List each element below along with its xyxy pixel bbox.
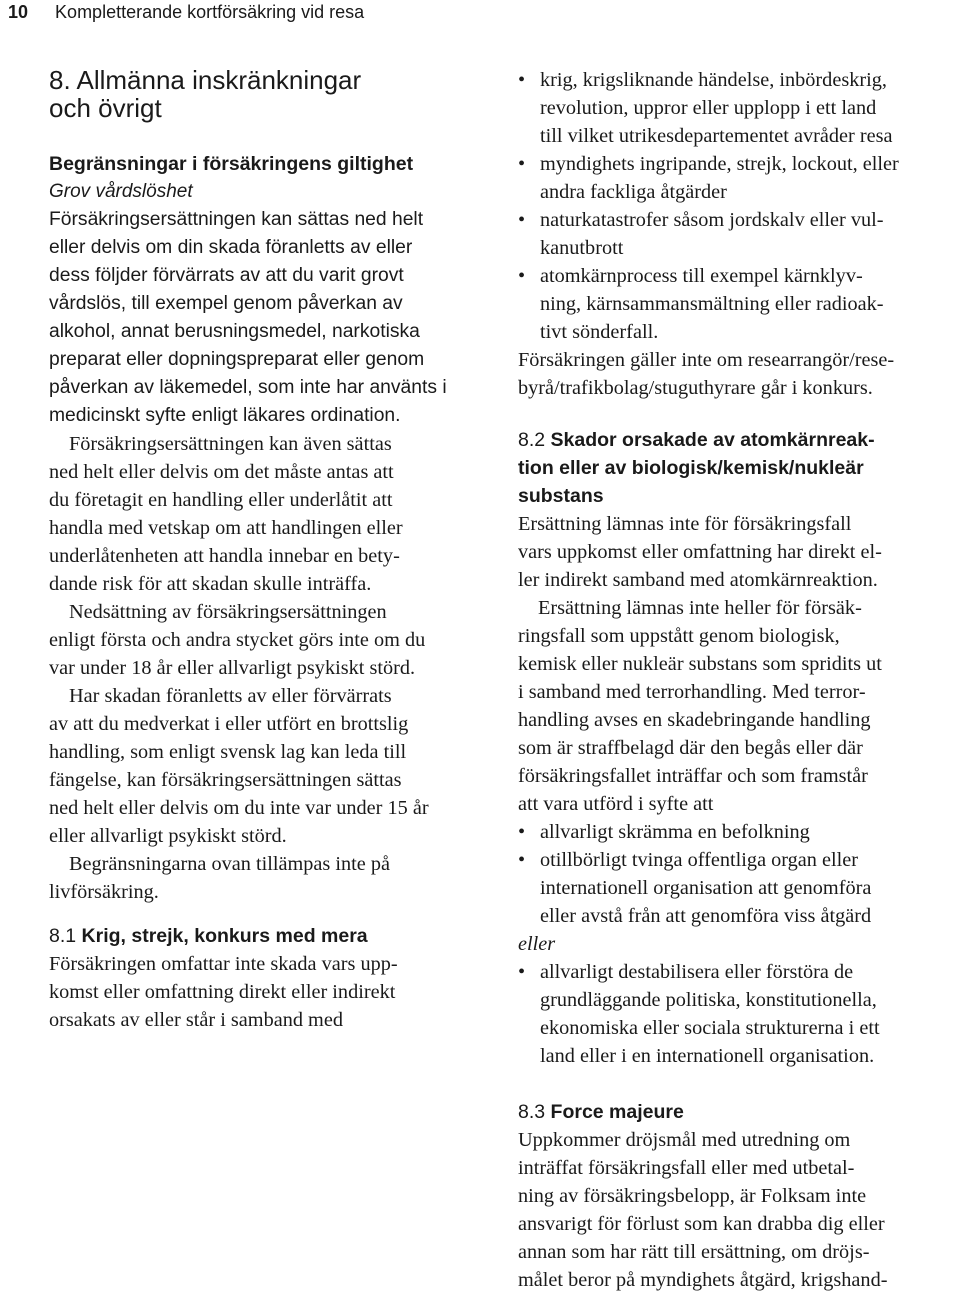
paragraph-reduction-risk: Försäkringsersättningen kan även sättas ned helt eller delvis om det måste antas att du företagit en handling eller underlåtit att handla med vetskap om att handlingen eller underlåtenheten att handla innebar en bety- dande risk för att skadan skulle inträffa.: [49, 433, 403, 595]
page-header: [8, 0, 364, 24]
list-item: • otillbörligt tvinga offentliga organ eller internationell organisation att genomföra eller avstå från att genomföra viss åtgärd: [518, 846, 958, 930]
list-item: • allvarligt destabilisera eller förstöra de grundläggande politiska, konstitutionella, ekonomiska eller sociala strukturerna i ett land eller i en internationell organisation.: [518, 958, 958, 1070]
list-item: • krig, krigsliknande händelse, inbördeskrig, revolution, uppror eller upplopp i ett land till vilket utrikesdepartementet avråder resa: [518, 66, 958, 150]
left-column: [49, 66, 499, 1034]
section-8-2-bullet-list-2: [518, 958, 958, 1070]
section-8-2-bullet-list-1: [518, 818, 958, 930]
paragraph-criminal-act: Har skadan föranletts av eller förvärrats av att du medverkat i eller utfört en brottslig handling, som enligt svensk lag kan leda till fängelse, kan försäkringsersättningen sättas ned helt eller delvis om du inte var under 15 år eller allvarligt psykiskt störd.: [49, 685, 429, 847]
list-item: • atomkärnprocess till exempel kärnklyv- ning, kärnsammansmältning eller radioak- tivt sönderfall.: [518, 262, 958, 346]
section-8-1-bullet-list: [518, 66, 958, 346]
list-item: • allvarligt skrämma en befolkning: [518, 818, 958, 846]
paragraph-gross-negligence: Försäkringsersättningen kan sättas ned helt eller delvis om din skada föranletts av eller dess följder förvärrats av att du varit grovt vårdslös, till exempel genom påverkan av alkohol, annat berusningsmedel, narkotiska preparat eller dopningspreparat eller genom påverkan av läkemedel, som inte har använts i medicinskt syfte enligt läkares ordination.: [49, 209, 447, 426]
section-8-3-heading: 8.3 Force majeure: [518, 1101, 684, 1123]
list-item: • myndighets ingripande, strejk, lockout, eller andra fackliga åtgärder: [518, 150, 958, 206]
section-8-2-heading: 8.2 Skador orsakade av atomkärnreak- tion eller av biologisk/kemisk/nukleär substans: [518, 429, 875, 507]
section-8-subheading: Begränsningar i försäkringens giltighet: [49, 153, 414, 175]
paragraph-age-exception: Nedsättning av försäkringsersättningen enligt första och andra stycket görs inte om du var under 18 år eller allvarligt psykiskt störd.: [49, 601, 426, 679]
section-8-1-heading: 8.1 Krig, strejk, konkurs med mera: [49, 925, 368, 947]
list-item: • naturkatastrofer såsom jordskalv eller vul- kanutbrott: [518, 206, 958, 262]
paragraph-life-insurance: Begränsningarna ovan tillämpas inte på livförsäkring.: [49, 853, 391, 903]
section-8-2-paragraph-2: Ersättning lämnas inte heller för försäk- ringsfall som uppstått genom biologisk, kemisk eller nukleär substans som spridits ut i samband med terrorhandling. Med terror- handling avses en skadebringande handling som är straffbelagd där den begås eller där försäkringsfallet inträffar och som framstår att vara utförd i syfte att: [518, 597, 882, 815]
section-8-1-bankruptcy: Försäkringen gäller inte om researrangör/rese- byrå/trafikbolag/stuguthyrare går i konkurs.: [518, 349, 895, 399]
page-number: 10: [8, 2, 29, 22]
section-8-heading: 8. Allmänna inskränkningar och övrigt: [49, 65, 362, 123]
section-8-subsubheading: Grov vårdslöshet: [49, 181, 193, 202]
section-8-1-intro: Försäkringen omfattar inte skada vars upp- komst eller omfattning direkt eller indirekt orsakats av eller står i samband med: [49, 953, 398, 1031]
section-8-3-paragraph: Uppkommer dröjsmål med utredning om inträffat försäkringsfall eller med utbetal- ning av försäkringsbelopp, är Folksam inte ansvarigt för förlust som kan drabba dig eller annan som har rätt till ersättning, om dröjs- målet beror på myndighets åtgärd, krigshand-: [518, 1129, 888, 1291]
document-title: Kompletterande kortförsäkring vid resa: [55, 2, 365, 22]
right-column: [518, 66, 958, 1294]
section-8-2-paragraph-1: Ersättning lämnas inte för försäkringsfall vars uppkomst eller omfattning har direkt el- ler indirekt samband med atomkärnreaktion.: [518, 513, 882, 591]
or-conjunction: eller: [518, 933, 556, 955]
